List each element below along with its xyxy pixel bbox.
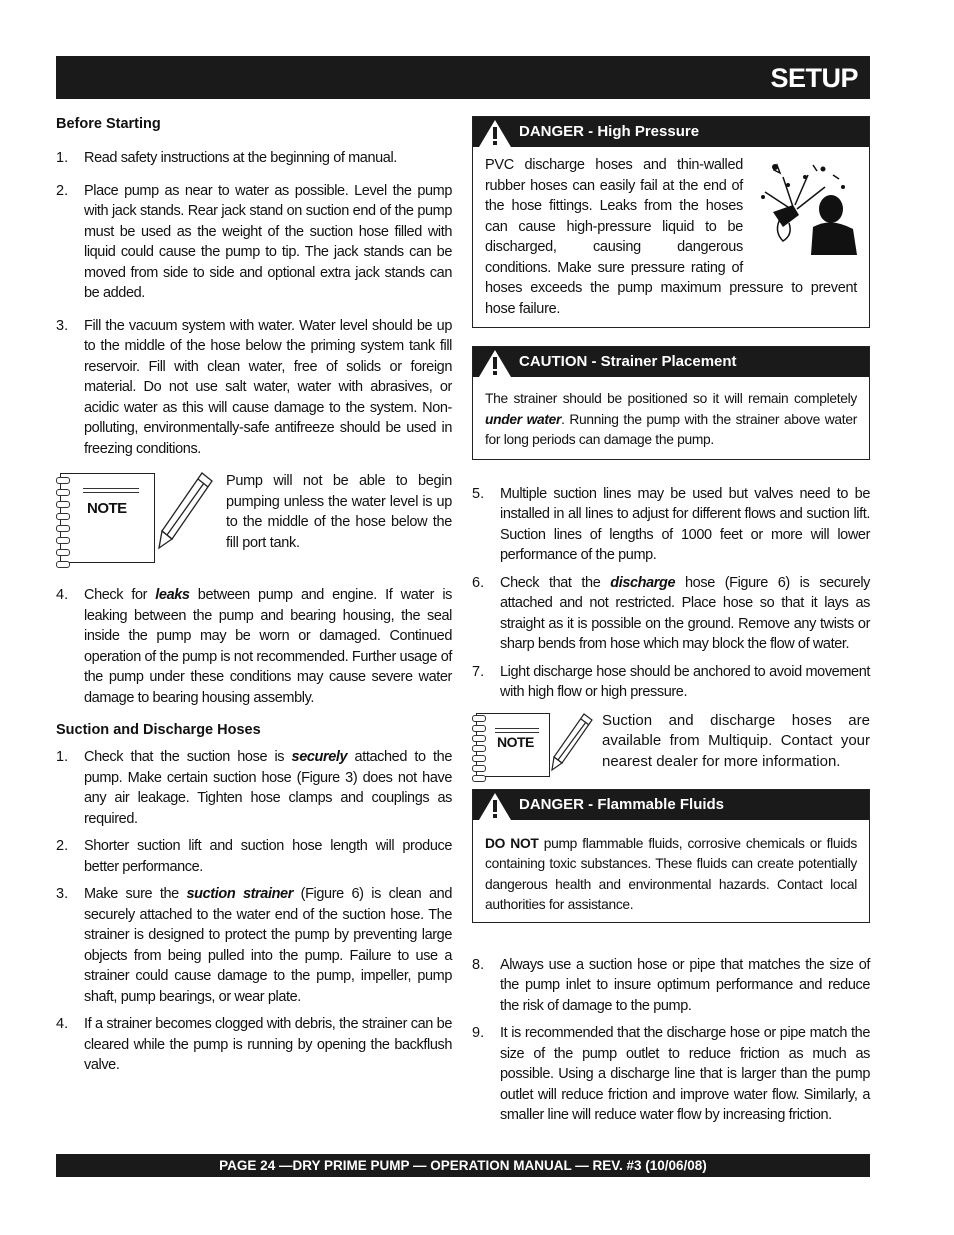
warning-title: DANGER - Flammable Fluids <box>519 795 725 813</box>
high-pressure-spray-icon <box>753 157 857 255</box>
note-hoses-available <box>472 711 870 777</box>
item-text: It is recommended that the discharge hose or pipe match the size of the pump outlet to reduce friction as much as possible. Using a discharge line that is larger than the pump outlet will reduce friction and improve water flow. Similarly, a smaller line will reduce water flow by increasing friction. <box>500 1025 870 1123</box>
item-number: 9. <box>472 1025 485 1041</box>
item-number: 3. <box>56 317 69 334</box>
list-item <box>472 662 870 703</box>
before-starting-heading: Before Starting <box>56 116 161 132</box>
item-text: Multiple suction lines may be used but valves need to be installed in all lines to adjust for different flows and suction lift. Suction lines of lengths of 1000 feet or more will lower performance of the pump. <box>500 485 870 563</box>
item-number: 1. <box>56 749 69 765</box>
pencil-icon <box>550 711 594 773</box>
list-item <box>56 181 452 304</box>
item-number: 4. <box>56 587 69 603</box>
list-item <box>472 484 870 566</box>
warning-body: DO NOT pump flammable fluids, corrosive chemicals or fluids containing toxic substances. These fluids can create potentially dangerous health and environmental hazards. Contact local authorities for assistance. <box>485 835 857 912</box>
item-text: Fill the vacuum system with water. Water level should be up to the middle of the hose below the priming system tank fill reservoir. Fill with clean water, free of solids or foreign material. Do not use salt water, water with abrasives, or acidic water as this will cause damage to the system. Non-polluting, environmentally-safe antifreeze should be used in freezing conditions. <box>84 317 452 457</box>
left-column <box>56 114 452 1083</box>
item-number: 3. <box>56 886 69 902</box>
emphasis-do-not: DO NOT <box>485 835 539 851</box>
note-text: Suction and discharge hoses are available from Multiquip. Contact your nearest dealer for more information. <box>602 711 870 770</box>
warning-triangle-icon <box>477 348 513 378</box>
item-text: Shorter suction lift and suction hose length will produce better performance. <box>84 838 452 875</box>
warning-body <box>473 147 869 327</box>
warning-triangle-icon <box>477 118 513 148</box>
warning-text: PVC discharge hoses and thin-walled rubber hoses can easily fail at the end of the hose fittings. Leaks from the hoses can cause high-pressure liquid to be discharged, causing dangerous conditions. Make sure pressure rating of hoses exceeds the pump maximum pressure to prevent hose failure. <box>485 157 857 317</box>
warning-title: DANGER - High Pressure <box>519 123 700 140</box>
item-number: 1. <box>56 150 69 166</box>
warning-title: CAUTION - Strainer Placement <box>519 353 737 370</box>
item-number: 2. <box>56 182 69 199</box>
item-number: 7. <box>472 663 485 680</box>
item-number: 5. <box>472 485 485 502</box>
list-item <box>472 573 870 655</box>
note-label: NOTE <box>87 500 127 517</box>
caution-strainer-box <box>472 346 870 460</box>
warning-triangle-icon <box>477 791 513 821</box>
item-number: 4. <box>56 1016 69 1032</box>
list-item <box>56 747 452 829</box>
note-water-level <box>56 471 452 563</box>
emphasis-under-water: under water <box>485 411 562 427</box>
list-item <box>56 585 452 708</box>
list-item <box>56 884 452 1007</box>
item-number: 8. <box>472 956 485 973</box>
list-item <box>56 1014 452 1076</box>
item-text: Read safety instructions at the beginning of manual. <box>84 150 397 166</box>
list-item <box>472 1023 870 1126</box>
emphasis-securely: securely <box>291 749 348 765</box>
page-footer: PAGE 24 —DRY PRIME PUMP — OPERATION MANUAL — REV. #3 (10/06/08) <box>56 1154 870 1177</box>
note-label: NOTE <box>497 733 534 750</box>
item-number: 6. <box>472 574 485 591</box>
list-item <box>56 836 452 877</box>
item-text: Check that the suction hose is securely attached to the pump. Make certain suction hose (Figure 3) does not have any air leakage. Tighten hose clamps and couplings as required. <box>84 749 452 827</box>
emphasis-leaks: leaks <box>155 587 190 603</box>
list-item <box>56 316 452 460</box>
danger-flammable-box <box>472 789 870 923</box>
item-text: Place pump as near to water as possible. Level the pump with jack stands. Rear jack stand on suction end of the pump must be used as the weight of the suction hose filled with liquid could cause the pump to tip. The jack stands can be moved from side to side and optional extra jack stands can be added. <box>84 182 452 301</box>
emphasis-suction-strainer: suction strainer <box>186 886 293 902</box>
list-item <box>472 955 870 1017</box>
spiral-binding-icon <box>56 477 70 573</box>
note-text: Pump will not be able to begin pumping unless the water level is up to the middle of the hose below the fill port tank. <box>226 473 452 551</box>
page-header-bar <box>56 56 870 99</box>
item-text: Check that the discharge hose (Figure 6) is securely attached and not restricted. Place hose so that it lays as straight as it is possible on the ground. Remove any twists or sharp bends from hose which may block the flow of water. <box>500 574 871 652</box>
warning-header <box>473 790 869 820</box>
warning-body: The strainer should be positioned so it will remain completely under water. Running the pump with the strainer above water for long periods can damage the pump. <box>485 391 857 447</box>
warning-header <box>473 117 869 147</box>
danger-high-pressure-box <box>472 116 870 328</box>
right-column <box>472 116 870 1133</box>
page-title: SETUP <box>770 63 858 93</box>
note-pad-icon <box>56 471 154 563</box>
spiral-binding-icon <box>472 715 486 785</box>
note-pad-icon <box>472 711 552 777</box>
pencil-icon <box>156 469 216 551</box>
list-item <box>56 148 452 169</box>
item-text: Make sure the suction strainer (Figure 6) is clean and securely attached to the water end of the suction hose. The strainer is designed to protect the pump by preventing large objects from being pulled into the pump. Failure to use a strainer could cause damage to the pump, impeller, pump shaft, pump bearings, or wear plate. <box>84 886 452 1005</box>
item-text: If a strainer becomes clogged with debris, the strainer can be cleared while the pump is running by opening the backflush valve. <box>84 1016 452 1073</box>
item-text: Check for leaks between pump and engine. If water is leaking between the pump and bearing housing, the seal inside the pump may be worn or damaged. Continued operation of the pump is not recommended. Further usage of the pump under these conditions may cause severe water damage to bearing housing assembly. <box>84 587 452 706</box>
item-text: Always use a suction hose or pipe that matches the size of the pump inlet to insure optimum performance and reduce the risk of damage to the pump. <box>500 956 870 1014</box>
item-text: Light discharge hose should be anchored to avoid movement with high flow or high pressure. <box>500 663 870 700</box>
emphasis-discharge: discharge <box>610 574 676 591</box>
suction-discharge-heading: Suction and Discharge Hoses <box>56 722 261 738</box>
item-number: 2. <box>56 838 69 854</box>
warning-header <box>473 347 869 377</box>
